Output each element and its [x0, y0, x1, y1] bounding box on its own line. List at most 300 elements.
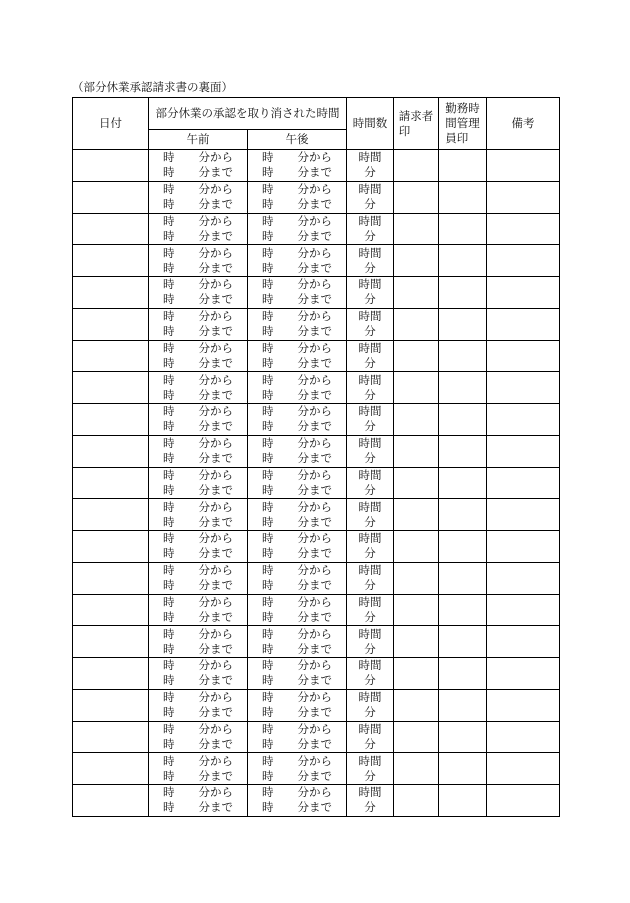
pm-until-time: [248, 610, 346, 625]
table-row: [73, 150, 560, 182]
hour-label: 時: [163, 228, 175, 243]
table-row: [73, 467, 560, 499]
hour-label: 時: [262, 292, 274, 307]
am-from-time: [149, 531, 247, 546]
manager-seal-cell: [439, 277, 487, 309]
minute-from-label: 分から: [198, 721, 233, 736]
am-time-cell: [149, 181, 248, 213]
minute-until-label: 分まで: [198, 768, 233, 783]
hours-count-cell: [347, 467, 394, 499]
remarks-cell: [487, 753, 560, 785]
manager-seal-cell: [439, 658, 487, 690]
pm-until-time: [248, 388, 346, 403]
requester-seal-cell: [394, 308, 439, 340]
hours-count-cell: [347, 340, 394, 372]
remarks-cell: [487, 213, 560, 245]
am-time-cell: [149, 372, 248, 404]
hour-label: 時: [262, 531, 274, 546]
am-until-time: [149, 673, 247, 688]
pm-until-time: [248, 324, 346, 339]
am-from-time: [149, 309, 247, 324]
am-time-cell: [149, 594, 248, 626]
hour-label: 時: [163, 753, 175, 768]
date-cell: [73, 531, 149, 563]
am-until-time: [149, 292, 247, 307]
pm-from-time: [248, 182, 346, 197]
pm-time-cell: [248, 531, 347, 563]
hour-label: 時: [262, 372, 274, 387]
minute-until-label: 分まで: [297, 355, 332, 370]
hour-label: 時: [163, 514, 175, 529]
pm-until-time: [248, 197, 346, 212]
am-time-cell: [149, 308, 248, 340]
remarks-cell: [487, 467, 560, 499]
requester-seal-cell: [394, 404, 439, 436]
pm-until-time: [248, 292, 346, 307]
hour-label: 時: [262, 197, 274, 212]
remarks-cell: [487, 626, 560, 658]
hours-count-cell: [347, 499, 394, 531]
hour-label: 時: [262, 165, 274, 180]
hour-label: 時: [163, 641, 175, 656]
table-row: [73, 340, 560, 372]
hour-label: 時: [163, 277, 175, 292]
minute-from-label: 分から: [297, 309, 332, 324]
hour-label: 時: [163, 260, 175, 275]
minute-until-label: 分まで: [297, 705, 332, 720]
minute-from-label: 分から: [198, 182, 233, 197]
hour-label: 時: [163, 165, 175, 180]
date-cell: [73, 308, 149, 340]
hour-label: 時: [163, 736, 175, 751]
table-row: [73, 213, 560, 245]
hour-label: 時: [262, 451, 274, 466]
minutes-label: 分: [364, 165, 376, 180]
date-cell: [73, 689, 149, 721]
pm-from-time: [248, 150, 346, 165]
pm-time-cell: [248, 277, 347, 309]
date-cell: [73, 753, 149, 785]
hour-label: 時: [163, 451, 175, 466]
pm-until-time: [248, 578, 346, 593]
minute-until-label: 分まで: [198, 451, 233, 466]
manager-seal-cell: [439, 594, 487, 626]
date-cell: [73, 594, 149, 626]
hour-label: 時: [163, 309, 175, 324]
manager-seal-cell: [439, 340, 487, 372]
am-until-time: [149, 451, 247, 466]
minute-from-label: 分から: [198, 340, 233, 355]
minute-from-label: 分から: [297, 213, 332, 228]
minute-from-label: 分から: [297, 626, 332, 641]
am-from-time: [149, 690, 247, 705]
hour-label: 時: [262, 609, 274, 624]
pm-until-time: [248, 642, 346, 657]
hours-count-cell: [347, 531, 394, 563]
header-row: [73, 98, 560, 130]
hour-label: 時: [262, 419, 274, 434]
minutes-label: 分: [364, 387, 376, 402]
minutes-label: 分: [364, 482, 376, 497]
hours-label: 時間: [358, 340, 382, 355]
table-row: [73, 658, 560, 690]
manager-seal-cell: [439, 753, 487, 785]
hours-count-cell: [347, 753, 394, 785]
am-time-cell: [149, 531, 248, 563]
hour-label: 時: [163, 673, 175, 688]
minute-until-label: 分まで: [297, 673, 332, 688]
manager-seal-cell: [439, 721, 487, 753]
am-from-time: [149, 785, 247, 800]
am-until-time: [149, 578, 247, 593]
manager-seal-cell: [439, 372, 487, 404]
hour-label: 時: [163, 690, 175, 705]
am-until-time: [149, 515, 247, 530]
pm-time-cell: [248, 213, 347, 245]
minute-from-label: 分から: [297, 277, 332, 292]
manager-seal-cell: [439, 404, 487, 436]
minute-until-label: 分まで: [297, 609, 332, 624]
am-from-time: [149, 214, 247, 229]
manager-seal-cell: [439, 785, 487, 817]
date-cell: [73, 467, 149, 499]
date-cell: [73, 785, 149, 817]
hours-label: 時間: [358, 626, 382, 641]
remarks-cell: [487, 531, 560, 563]
pm-from-time: [248, 658, 346, 673]
am-from-time: [149, 373, 247, 388]
pm-time-cell: [248, 658, 347, 690]
date-cell: [73, 277, 149, 309]
requester-seal-cell: [394, 213, 439, 245]
minute-until-label: 分まで: [198, 387, 233, 402]
hour-label: 時: [262, 245, 274, 260]
manager-seal-label: 勤務時 間管理 員印: [445, 101, 480, 145]
minute-from-label: 分から: [297, 340, 332, 355]
hour-label: 時: [262, 546, 274, 561]
requester-seal-cell: [394, 435, 439, 467]
pm-until-time: [248, 451, 346, 466]
hour-label: 時: [262, 182, 274, 197]
minutes-label: 分: [364, 419, 376, 434]
hour-label: 時: [163, 563, 175, 578]
minutes-label: 分: [364, 609, 376, 624]
hours-label: 時間: [358, 690, 382, 705]
am-until-time: [149, 705, 247, 720]
pm-until-time: [248, 419, 346, 434]
hour-label: 時: [262, 436, 274, 451]
date-header: 日付: [73, 98, 149, 150]
hour-label: 時: [163, 467, 175, 482]
am-from-time: [149, 182, 247, 197]
minutes-label: 分: [364, 451, 376, 466]
minute-from-label: 分から: [297, 563, 332, 578]
hours-count-cell: [347, 372, 394, 404]
date-cell: [73, 626, 149, 658]
hour-label: 時: [163, 578, 175, 593]
pm-until-time: [248, 705, 346, 720]
hour-label: 時: [163, 609, 175, 624]
manager-seal-cell: [439, 531, 487, 563]
am-from-time: [149, 563, 247, 578]
am-time-cell: [149, 658, 248, 690]
minute-from-label: 分から: [297, 467, 332, 482]
hour-label: 時: [163, 499, 175, 514]
date-cell: [73, 721, 149, 753]
minutes-label: 分: [364, 736, 376, 751]
am-from-time: [149, 500, 247, 515]
hours-label: 時間: [358, 753, 382, 768]
hour-label: 時: [163, 531, 175, 546]
pm-time-cell: [248, 785, 347, 817]
hour-label: 時: [262, 387, 274, 402]
hours-count-cell: [347, 213, 394, 245]
minute-until-label: 分まで: [198, 324, 233, 339]
hour-label: 時: [262, 578, 274, 593]
hour-label: 時: [163, 436, 175, 451]
hours-label: 時間: [358, 467, 382, 482]
pm-from-time: [248, 404, 346, 419]
hours-label: 時間: [358, 213, 382, 228]
pm-time-cell: [248, 404, 347, 436]
requester-seal-cell: [394, 785, 439, 817]
date-cell: [73, 562, 149, 594]
am-header: 午前: [149, 130, 248, 150]
am-time-cell: [149, 277, 248, 309]
am-until-time: [149, 419, 247, 434]
table-row: [73, 181, 560, 213]
am-time-cell: [149, 785, 248, 817]
pm-from-time: [248, 246, 346, 261]
requester-seal-cell: [394, 340, 439, 372]
minute-from-label: 分から: [198, 499, 233, 514]
minute-until-label: 分まで: [297, 641, 332, 656]
hour-label: 時: [163, 626, 175, 641]
pm-from-time: [248, 277, 346, 292]
pm-until-time: [248, 515, 346, 530]
minute-until-label: 分まで: [297, 197, 332, 212]
hours-count-cell: [347, 404, 394, 436]
minute-until-label: 分まで: [198, 260, 233, 275]
hour-label: 時: [163, 482, 175, 497]
minute-until-label: 分まで: [297, 292, 332, 307]
remarks-cell: [487, 721, 560, 753]
minute-until-label: 分まで: [198, 228, 233, 243]
hour-label: 時: [262, 641, 274, 656]
minute-from-label: 分から: [198, 245, 233, 260]
pm-from-time: [248, 373, 346, 388]
hour-label: 時: [163, 419, 175, 434]
pm-header: 午後: [248, 130, 347, 150]
hours-label: 時間: [358, 499, 382, 514]
hour-label: 時: [163, 245, 175, 260]
minute-from-label: 分から: [297, 182, 332, 197]
pm-time-cell: [248, 689, 347, 721]
minute-until-label: 分まで: [198, 705, 233, 720]
hour-label: 時: [163, 387, 175, 402]
pm-from-time: [248, 627, 346, 642]
pm-from-time: [248, 309, 346, 324]
hour-label: 時: [262, 563, 274, 578]
minute-from-label: 分から: [198, 467, 233, 482]
hours-count-cell: [347, 435, 394, 467]
minute-until-label: 分まで: [297, 514, 332, 529]
minute-until-label: 分まで: [198, 355, 233, 370]
am-from-time: [149, 404, 247, 419]
minute-from-label: 分から: [198, 309, 233, 324]
partial-leave-cancellation-table: [72, 97, 560, 817]
hour-label: 時: [262, 309, 274, 324]
hour-label: 時: [262, 340, 274, 355]
am-time-cell: [149, 467, 248, 499]
minute-until-label: 分まで: [297, 578, 332, 593]
hour-label: 時: [163, 721, 175, 736]
date-cell: [73, 435, 149, 467]
hour-label: 時: [163, 324, 175, 339]
hour-label: 時: [163, 800, 175, 815]
am-until-time: [149, 388, 247, 403]
pm-from-time: [248, 500, 346, 515]
minute-until-label: 分まで: [198, 419, 233, 434]
am-time-cell: [149, 721, 248, 753]
minute-until-label: 分まで: [198, 197, 233, 212]
minute-from-label: 分から: [198, 658, 233, 673]
hour-label: 時: [262, 228, 274, 243]
pm-from-time: [248, 531, 346, 546]
am-time-cell: [149, 245, 248, 277]
am-time-cell: [149, 435, 248, 467]
hour-label: 時: [262, 514, 274, 529]
hours-count-cell: [347, 308, 394, 340]
hour-label: 時: [262, 753, 274, 768]
minute-from-label: 分から: [297, 436, 332, 451]
table-row: [73, 721, 560, 753]
minutes-label: 分: [364, 546, 376, 561]
pm-time-cell: [248, 308, 347, 340]
hour-label: 時: [262, 467, 274, 482]
pm-time-cell: [248, 626, 347, 658]
table-row: [73, 626, 560, 658]
manager-seal-cell: [439, 150, 487, 182]
table-row: [73, 594, 560, 626]
pm-time-cell: [248, 372, 347, 404]
hour-label: 時: [163, 705, 175, 720]
minute-from-label: 分から: [198, 594, 233, 609]
minute-until-label: 分まで: [297, 387, 332, 402]
minutes-label: 分: [364, 355, 376, 370]
manager-seal-header: [439, 98, 487, 150]
manager-seal-cell: [439, 562, 487, 594]
remarks-header: 備考: [487, 98, 560, 150]
minute-until-label: 分まで: [297, 260, 332, 275]
minute-until-label: 分まで: [297, 451, 332, 466]
hours-count-cell: [347, 626, 394, 658]
hours-label: 時間: [358, 531, 382, 546]
minute-from-label: 分から: [198, 626, 233, 641]
hours-count-cell: [347, 245, 394, 277]
date-cell: [73, 150, 149, 182]
hour-label: 時: [163, 785, 175, 800]
hour-label: 時: [262, 736, 274, 751]
pm-from-time: [248, 754, 346, 769]
manager-seal-cell: [439, 467, 487, 499]
hour-label: 時: [262, 404, 274, 419]
am-until-time: [149, 642, 247, 657]
date-cell: [73, 245, 149, 277]
am-time-cell: [149, 499, 248, 531]
minute-from-label: 分から: [198, 690, 233, 705]
hour-label: 時: [163, 404, 175, 419]
hours-label: 時間: [358, 372, 382, 387]
hour-label: 時: [163, 213, 175, 228]
manager-seal-cell: [439, 245, 487, 277]
remarks-cell: [487, 658, 560, 690]
pm-until-time: [248, 800, 346, 815]
am-from-time: [149, 754, 247, 769]
manager-seal-cell: [439, 499, 487, 531]
minutes-label: 分: [364, 228, 376, 243]
remarks-cell: [487, 594, 560, 626]
minute-from-label: 分から: [297, 658, 332, 673]
pm-until-time: [248, 483, 346, 498]
hours-label: 時間: [358, 182, 382, 197]
hour-label: 時: [262, 690, 274, 705]
pm-time-cell: [248, 467, 347, 499]
hour-label: 時: [262, 705, 274, 720]
hour-label: 時: [262, 785, 274, 800]
requester-seal-cell: [394, 658, 439, 690]
hour-label: 時: [262, 800, 274, 815]
table-row: [73, 277, 560, 309]
am-until-time: [149, 356, 247, 371]
table-header: [73, 98, 560, 150]
hour-label: 時: [262, 768, 274, 783]
am-from-time: [149, 722, 247, 737]
requester-seal-cell: [394, 372, 439, 404]
am-from-time: [149, 468, 247, 483]
requester-seal-cell: [394, 181, 439, 213]
pm-from-time: [248, 785, 346, 800]
minute-until-label: 分まで: [198, 578, 233, 593]
minute-from-label: 分から: [297, 690, 332, 705]
am-until-time: [149, 165, 247, 180]
requester-seal-header: [394, 98, 439, 150]
requester-seal-cell: [394, 277, 439, 309]
hours-label: 時間: [358, 245, 382, 260]
minute-from-label: 分から: [297, 721, 332, 736]
am-until-time: [149, 546, 247, 561]
pm-time-cell: [248, 435, 347, 467]
pm-time-cell: [248, 150, 347, 182]
am-from-time: [149, 246, 247, 261]
am-time-cell: [149, 340, 248, 372]
requester-seal-cell: [394, 626, 439, 658]
remarks-cell: [487, 499, 560, 531]
minute-from-label: 分から: [198, 531, 233, 546]
pm-from-time: [248, 341, 346, 356]
minute-until-label: 分まで: [297, 482, 332, 497]
am-from-time: [149, 341, 247, 356]
minutes-label: 分: [364, 578, 376, 593]
table-row: [73, 562, 560, 594]
am-time-cell: [149, 404, 248, 436]
hour-label: 時: [163, 182, 175, 197]
hour-label: 時: [163, 355, 175, 370]
hour-label: 時: [163, 658, 175, 673]
requester-seal-cell: [394, 531, 439, 563]
hours-count-cell: [347, 277, 394, 309]
am-until-time: [149, 229, 247, 244]
